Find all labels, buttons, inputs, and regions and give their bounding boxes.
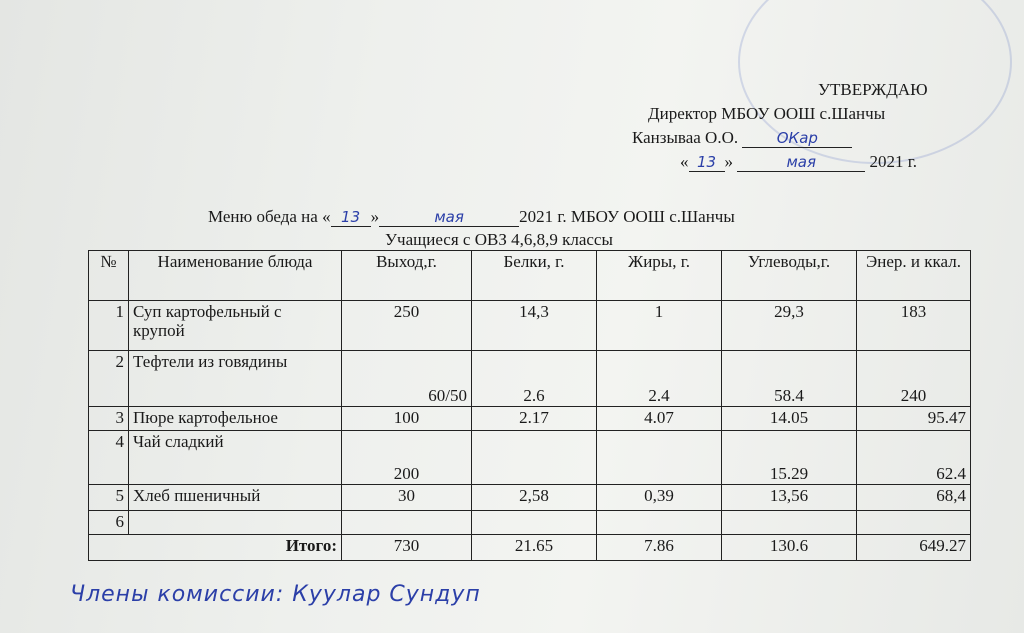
header-protein: Белки, г. [472, 251, 597, 301]
approval-title: УТВЕРЖДАЮ [818, 80, 928, 99]
row-carbs: 15.29 [722, 431, 857, 485]
table-row [89, 485, 971, 511]
total-carbs: 130.6 [722, 535, 857, 561]
row-output: 30 [342, 485, 472, 511]
row-carbs: 13,56 [722, 485, 857, 511]
row-dish: Пюре картофельное [129, 407, 342, 431]
row-number: 5 [89, 485, 129, 511]
row-fat [597, 431, 722, 485]
row-output: 200 [342, 431, 472, 485]
heading-day: 13 [331, 208, 371, 227]
approval-year: 2021 г. [869, 152, 918, 171]
row-number: 3 [89, 407, 129, 431]
header-energy: Энер. и ккал. [857, 251, 971, 301]
header-output: Выход,г. [342, 251, 472, 301]
total-label: Итого: [89, 535, 342, 561]
table-row [89, 301, 971, 351]
row-dish: Тефтели из говядины [129, 351, 342, 407]
commission-signatures: Члены комиссии: Куулар Сундуп [70, 582, 481, 607]
menu-subtitle: Учащиеся с ОВЗ 4,6,8,9 классы [385, 230, 613, 249]
approval-name: Канзываа О.О. [632, 128, 739, 147]
approval-day: 13 [689, 153, 725, 172]
row-protein [472, 511, 597, 535]
row-fat: 4.07 [597, 407, 722, 431]
heading-mid: » [370, 207, 380, 226]
row-fat: 2.4 [597, 351, 722, 407]
header-dish: Наименование блюда [129, 251, 342, 301]
row-energy: 95.47 [857, 407, 971, 431]
row-output: 100 [342, 407, 472, 431]
approval-name-line [632, 128, 852, 148]
total-row [89, 535, 971, 561]
menu-heading [208, 207, 735, 227]
header-number: № [89, 251, 129, 301]
row-dish: Суп картофельный с крупой [129, 301, 342, 351]
heading-suffix: 2021 г. МБОУ ООШ с.Шанчы [519, 207, 735, 226]
row-energy: 62.4 [857, 431, 971, 485]
row-fat: 1 [597, 301, 722, 351]
row-protein: 2.6 [472, 351, 597, 407]
table-row [89, 511, 971, 535]
row-number: 6 [89, 511, 129, 535]
row-energy [857, 511, 971, 535]
row-output: 250 [342, 301, 472, 351]
heading-month: мая [379, 208, 519, 227]
heading-prefix: Меню обеда на « [208, 207, 331, 226]
row-number: 1 [89, 301, 129, 351]
header-carbs: Углеводы,г. [722, 251, 857, 301]
approval-director: Директор МБОУ ООШ с.Шанчы [648, 104, 886, 123]
row-fat [597, 511, 722, 535]
table-row [89, 431, 971, 485]
row-energy: 68,4 [857, 485, 971, 511]
approval-date: « 13 » мая 2021 г. [680, 152, 918, 171]
total-energy: 649.27 [857, 535, 971, 561]
row-number: 2 [89, 351, 129, 407]
row-carbs: 58.4 [722, 351, 857, 407]
row-energy: 183 [857, 301, 971, 351]
menu-table [88, 250, 971, 561]
row-output [342, 511, 472, 535]
row-carbs: 14.05 [722, 407, 857, 431]
row-dish: Чай сладкий [129, 431, 342, 485]
director-signature: ОКар [742, 129, 852, 148]
table-row [89, 407, 971, 431]
row-number: 4 [89, 431, 129, 485]
row-dish: Хлеб пшеничный [129, 485, 342, 511]
row-carbs [722, 511, 857, 535]
row-dish [129, 511, 342, 535]
table-header-row [89, 251, 971, 301]
row-output: 60/50 [342, 351, 472, 407]
row-protein [472, 431, 597, 485]
row-fat: 0,39 [597, 485, 722, 511]
total-output: 730 [342, 535, 472, 561]
row-protein: 14,3 [472, 301, 597, 351]
row-protein: 2.17 [472, 407, 597, 431]
approval-month: мая [737, 153, 865, 172]
row-protein: 2,58 [472, 485, 597, 511]
total-protein: 21.65 [472, 535, 597, 561]
total-fat: 7.86 [597, 535, 722, 561]
row-carbs: 29,3 [722, 301, 857, 351]
row-energy: 240 [857, 351, 971, 407]
header-fat: Жиры, г. [597, 251, 722, 301]
table-row [89, 351, 971, 407]
